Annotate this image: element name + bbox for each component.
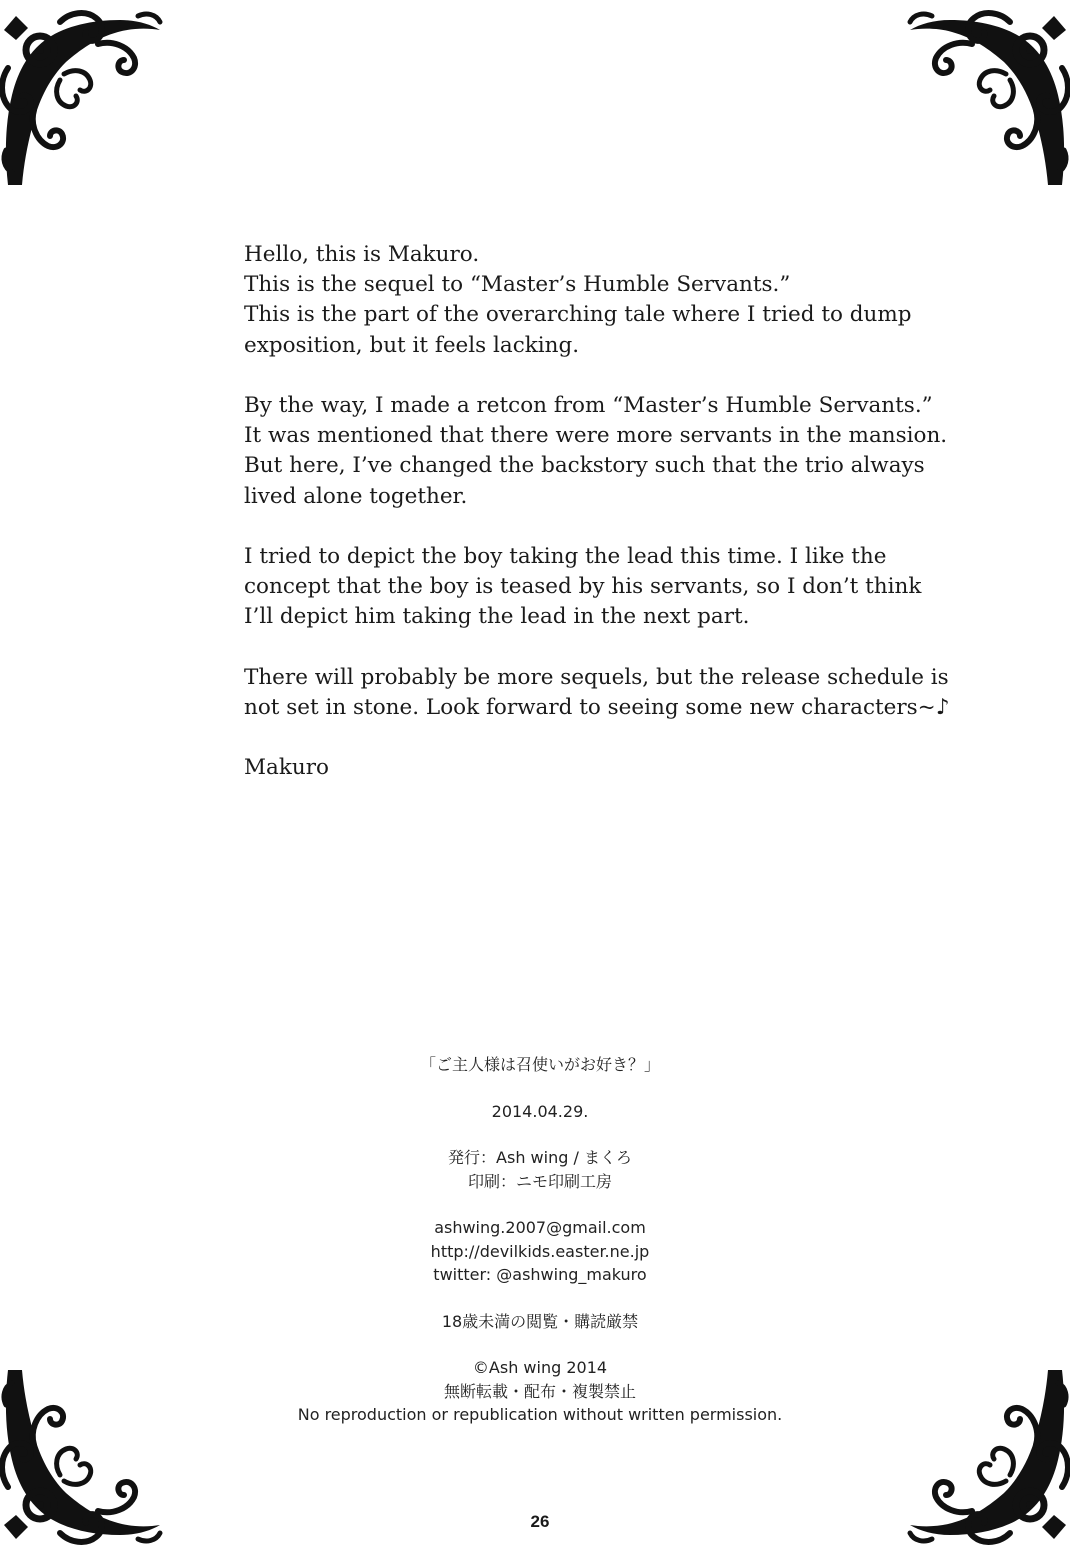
- colophon-group: [0, 1310, 1080, 1334]
- afterword-line: lived alone together.: [244, 483, 468, 509]
- corner-ornament-top-left: [0, 10, 165, 185]
- colophon-line: ashwing.2007@gmail.com: [434, 1218, 646, 1237]
- afterword-line: This is the sequel to “Master’s Humble Servants.”: [244, 272, 791, 298]
- afterword-line: This is the part of the overarching tale where I tried to dump: [244, 302, 912, 328]
- colophon-group: [0, 1216, 1080, 1287]
- afterword-line: exposition, but it feels lacking.: [244, 332, 580, 358]
- afterword-line: concept that the boy is teased by his servants, so I don’t think: [244, 574, 922, 600]
- colophon-line: No reproduction or republication without written permission.: [297, 1405, 783, 1424]
- afterword-paragraph: [244, 542, 922, 633]
- baroque-scroll-corner-icon: [0, 10, 165, 185]
- afterword-paragraph: [244, 663, 950, 723]
- colophon-line: 無断転載・配布・複製禁止: [443, 1381, 636, 1401]
- afterword-paragraph: [244, 753, 884, 783]
- page-number: 26: [530, 1512, 550, 1531]
- colophon-line: twitter: @ashwing_makuro: [433, 1265, 647, 1284]
- afterword-line: By the way, I made a retcon from “Master’s Humble Servants.”: [244, 393, 933, 418]
- afterword-line: There will probably be more sequels, but the release schedule is: [244, 664, 949, 690]
- corner-ornament-top-right: [905, 10, 1070, 185]
- afterword-text: [244, 240, 950, 814]
- afterword-line: It was mentioned that there were more servants in the mansion.: [244, 423, 948, 449]
- colophon-line: 印刷：ニモ印刷工房: [467, 1171, 612, 1191]
- colophon-line: 18歳未満の閲覧・購読厳禁: [441, 1311, 639, 1331]
- afterword-line: not set in stone. Look forward to seeing some new characters~♪: [244, 695, 950, 720]
- afterword-line: Hello, this is Makuro.: [244, 242, 480, 267]
- colophon-group: [0, 1100, 1080, 1124]
- afterword-line: I’ll depict him taking the lead in the next part.: [244, 604, 750, 630]
- afterword-paragraph: [244, 391, 948, 512]
- colophon: [0, 1053, 1080, 1450]
- colophon-line: 「ご主人様は召使いがお好き？」: [419, 1055, 660, 1074]
- afterword-line: But here, I’ve changed the backstory such that the trio always: [244, 453, 925, 479]
- baroque-scroll-corner-icon: [905, 10, 1070, 185]
- afterword-paragraph: [244, 240, 912, 361]
- colophon-line: http://devilkids.easter.ne.jp: [430, 1241, 650, 1261]
- colophon-group: [0, 1146, 1080, 1193]
- colophon-group: [0, 1356, 1080, 1427]
- colophon-group: [0, 1053, 1080, 1077]
- colophon-line: ©Ash wing 2014: [472, 1358, 608, 1377]
- afterword-line: Makuro: [244, 755, 329, 781]
- colophon-line: 発行：Ash wing / まくろ: [448, 1148, 632, 1167]
- colophon-line: 2014.04.29.: [491, 1101, 589, 1121]
- afterword-line: I tried to depict the boy taking the lead this time. I like the: [244, 544, 887, 569]
